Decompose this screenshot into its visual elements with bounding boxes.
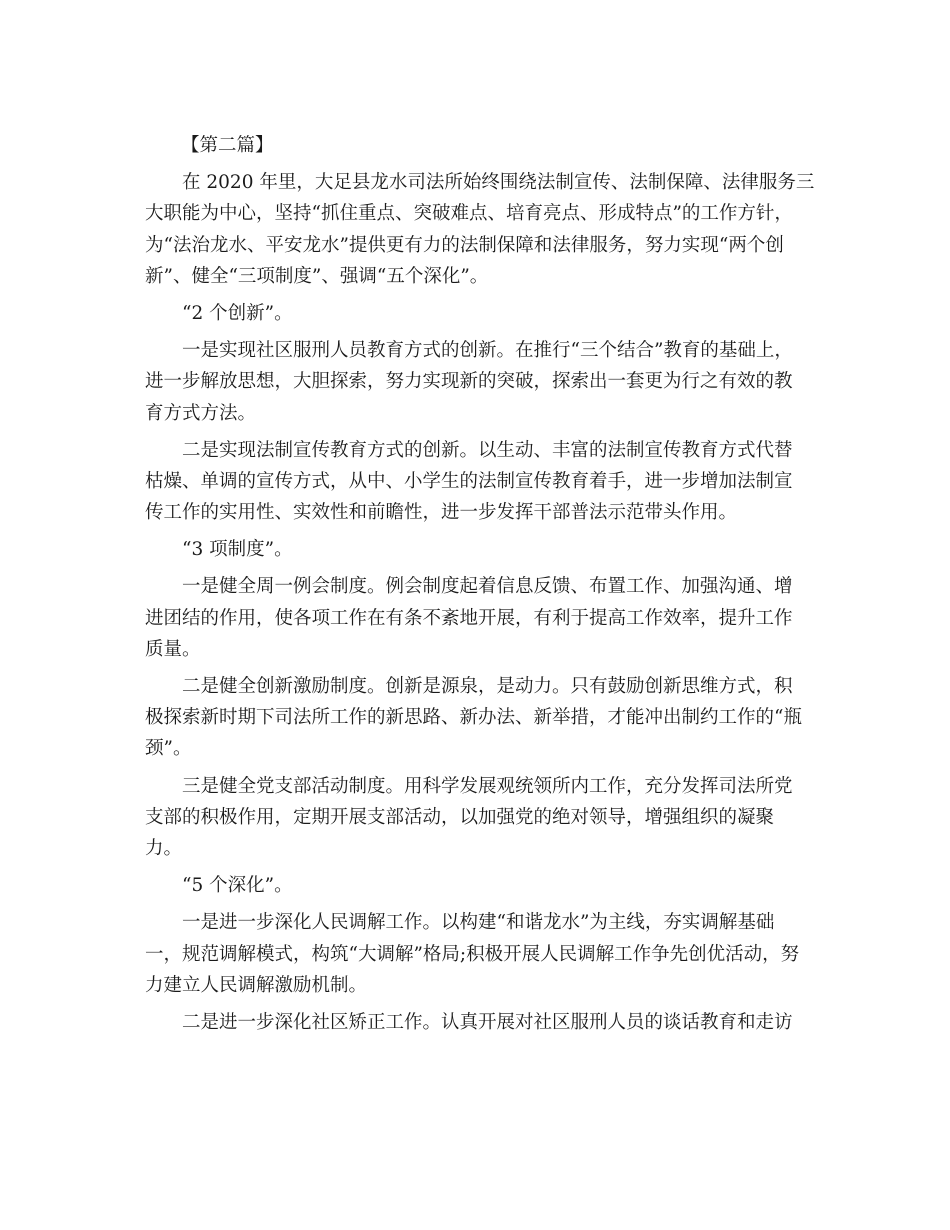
paragraph-line: 传工作的实用性、实效性和前瞻性，进一步发挥干部普法示范带头作用。 — [145, 502, 738, 524]
subheading-five-deepenings — [145, 870, 805, 901]
paragraph-line: 枯燥、单调的宣传方式，从中、小学生的法制宣传教育着手，进一步增加法制宣 — [145, 470, 793, 492]
paragraph-line: 一，规范调解模式，构筑“大调解”格局;积极开展人民调解工作争先创优活动，努 — [145, 943, 800, 965]
paragraph-line: 育方式方法。 — [145, 402, 257, 424]
paragraph-line: 大职能为中心，坚持“抓住重点、突破难点、培育亮点、形成特点”的工作方针， — [145, 203, 793, 225]
paragraph-line: 颈”。 — [145, 738, 192, 760]
document-page — [145, 130, 815, 1038]
subheading: “2 个创新”。 — [182, 302, 293, 324]
paragraph-line: 质量。 — [145, 638, 201, 660]
paragraph-line: 在 2020 年里，大足县龙水司法所始终围绕法制宣传、法制保障、法律服务三 — [182, 172, 815, 194]
subheading-three-systems — [145, 534, 805, 565]
paragraph-intro — [145, 167, 815, 292]
section-title: 【第二篇】 — [181, 135, 274, 156]
paragraph-deepening-2 — [145, 1007, 805, 1038]
paragraph-line: 二是健全创新激励制度。创新是源泉，是动力。只有鼓励创新思维方式，积 — [182, 676, 793, 697]
subheading: “3 项制度”。 — [182, 539, 293, 561]
paragraph-innovation-2 — [145, 435, 805, 529]
paragraph-line: 力。 — [145, 837, 183, 859]
paragraph-line: 新”、健全“三项制度”、强调“五个深化”。 — [145, 265, 489, 287]
paragraph-line: 三是健全党支部活动制度。用科学发展观统领所内工作，充分发挥司法所党 — [182, 775, 793, 797]
paragraph-system-1 — [145, 571, 805, 665]
paragraph-system-3 — [145, 771, 805, 865]
paragraph-line: 力建立人民调解激励机制。 — [145, 974, 368, 996]
paragraph-line: 一是实现社区服刑人员教育方式的创新。在推行“三个结合”教育的基础上， — [182, 340, 793, 362]
paragraph-innovation-1 — [145, 335, 805, 429]
paragraph-line: 为“法治龙水、平安龙水”提供更有力的法制保障和法律服务，努力实现“两个创 — [145, 234, 784, 256]
paragraph-line: 二是实现法制宣传教育方式的创新。以生动、丰富的法制宣传教育方式代替 — [182, 439, 793, 461]
paragraph-line: 支部的积极作用，定期开展支部活动，以加强党的绝对领导，增强组织的凝聚 — [145, 806, 775, 828]
subheading: “5 个深化”。 — [182, 875, 293, 897]
paragraph-line: 一是进一步深化人民调解工作。以构建“和谐龙水”为主线，夯实调解基础 — [182, 912, 775, 934]
paragraph-line: 进一步解放思想，大胆探索，努力实现新的突破，探索出一套更为行之有效的教 — [145, 371, 793, 393]
paragraph-line: 进团结的作用，使各项工作在有条不紊地开展，有利于提高工作效率，提升工作 — [145, 607, 793, 629]
paragraph-line: 二是进一步深化社区矫正工作。认真开展对社区服刑人员的谈话教育和走访 — [182, 1011, 793, 1033]
paragraph-deepening-1 — [145, 907, 805, 1001]
subheading-two-innovations — [145, 298, 805, 329]
paragraph-system-2 — [145, 671, 805, 765]
paragraph-line: 一是健全周一例会制度。例会制度起着信息反馈、布置工作、加强沟通、增 — [182, 576, 793, 598]
paragraph-line: 极探索新时期下司法所工作的新思路、新办法、新举措，才能冲出制约工作的“瓶 — [145, 707, 802, 729]
